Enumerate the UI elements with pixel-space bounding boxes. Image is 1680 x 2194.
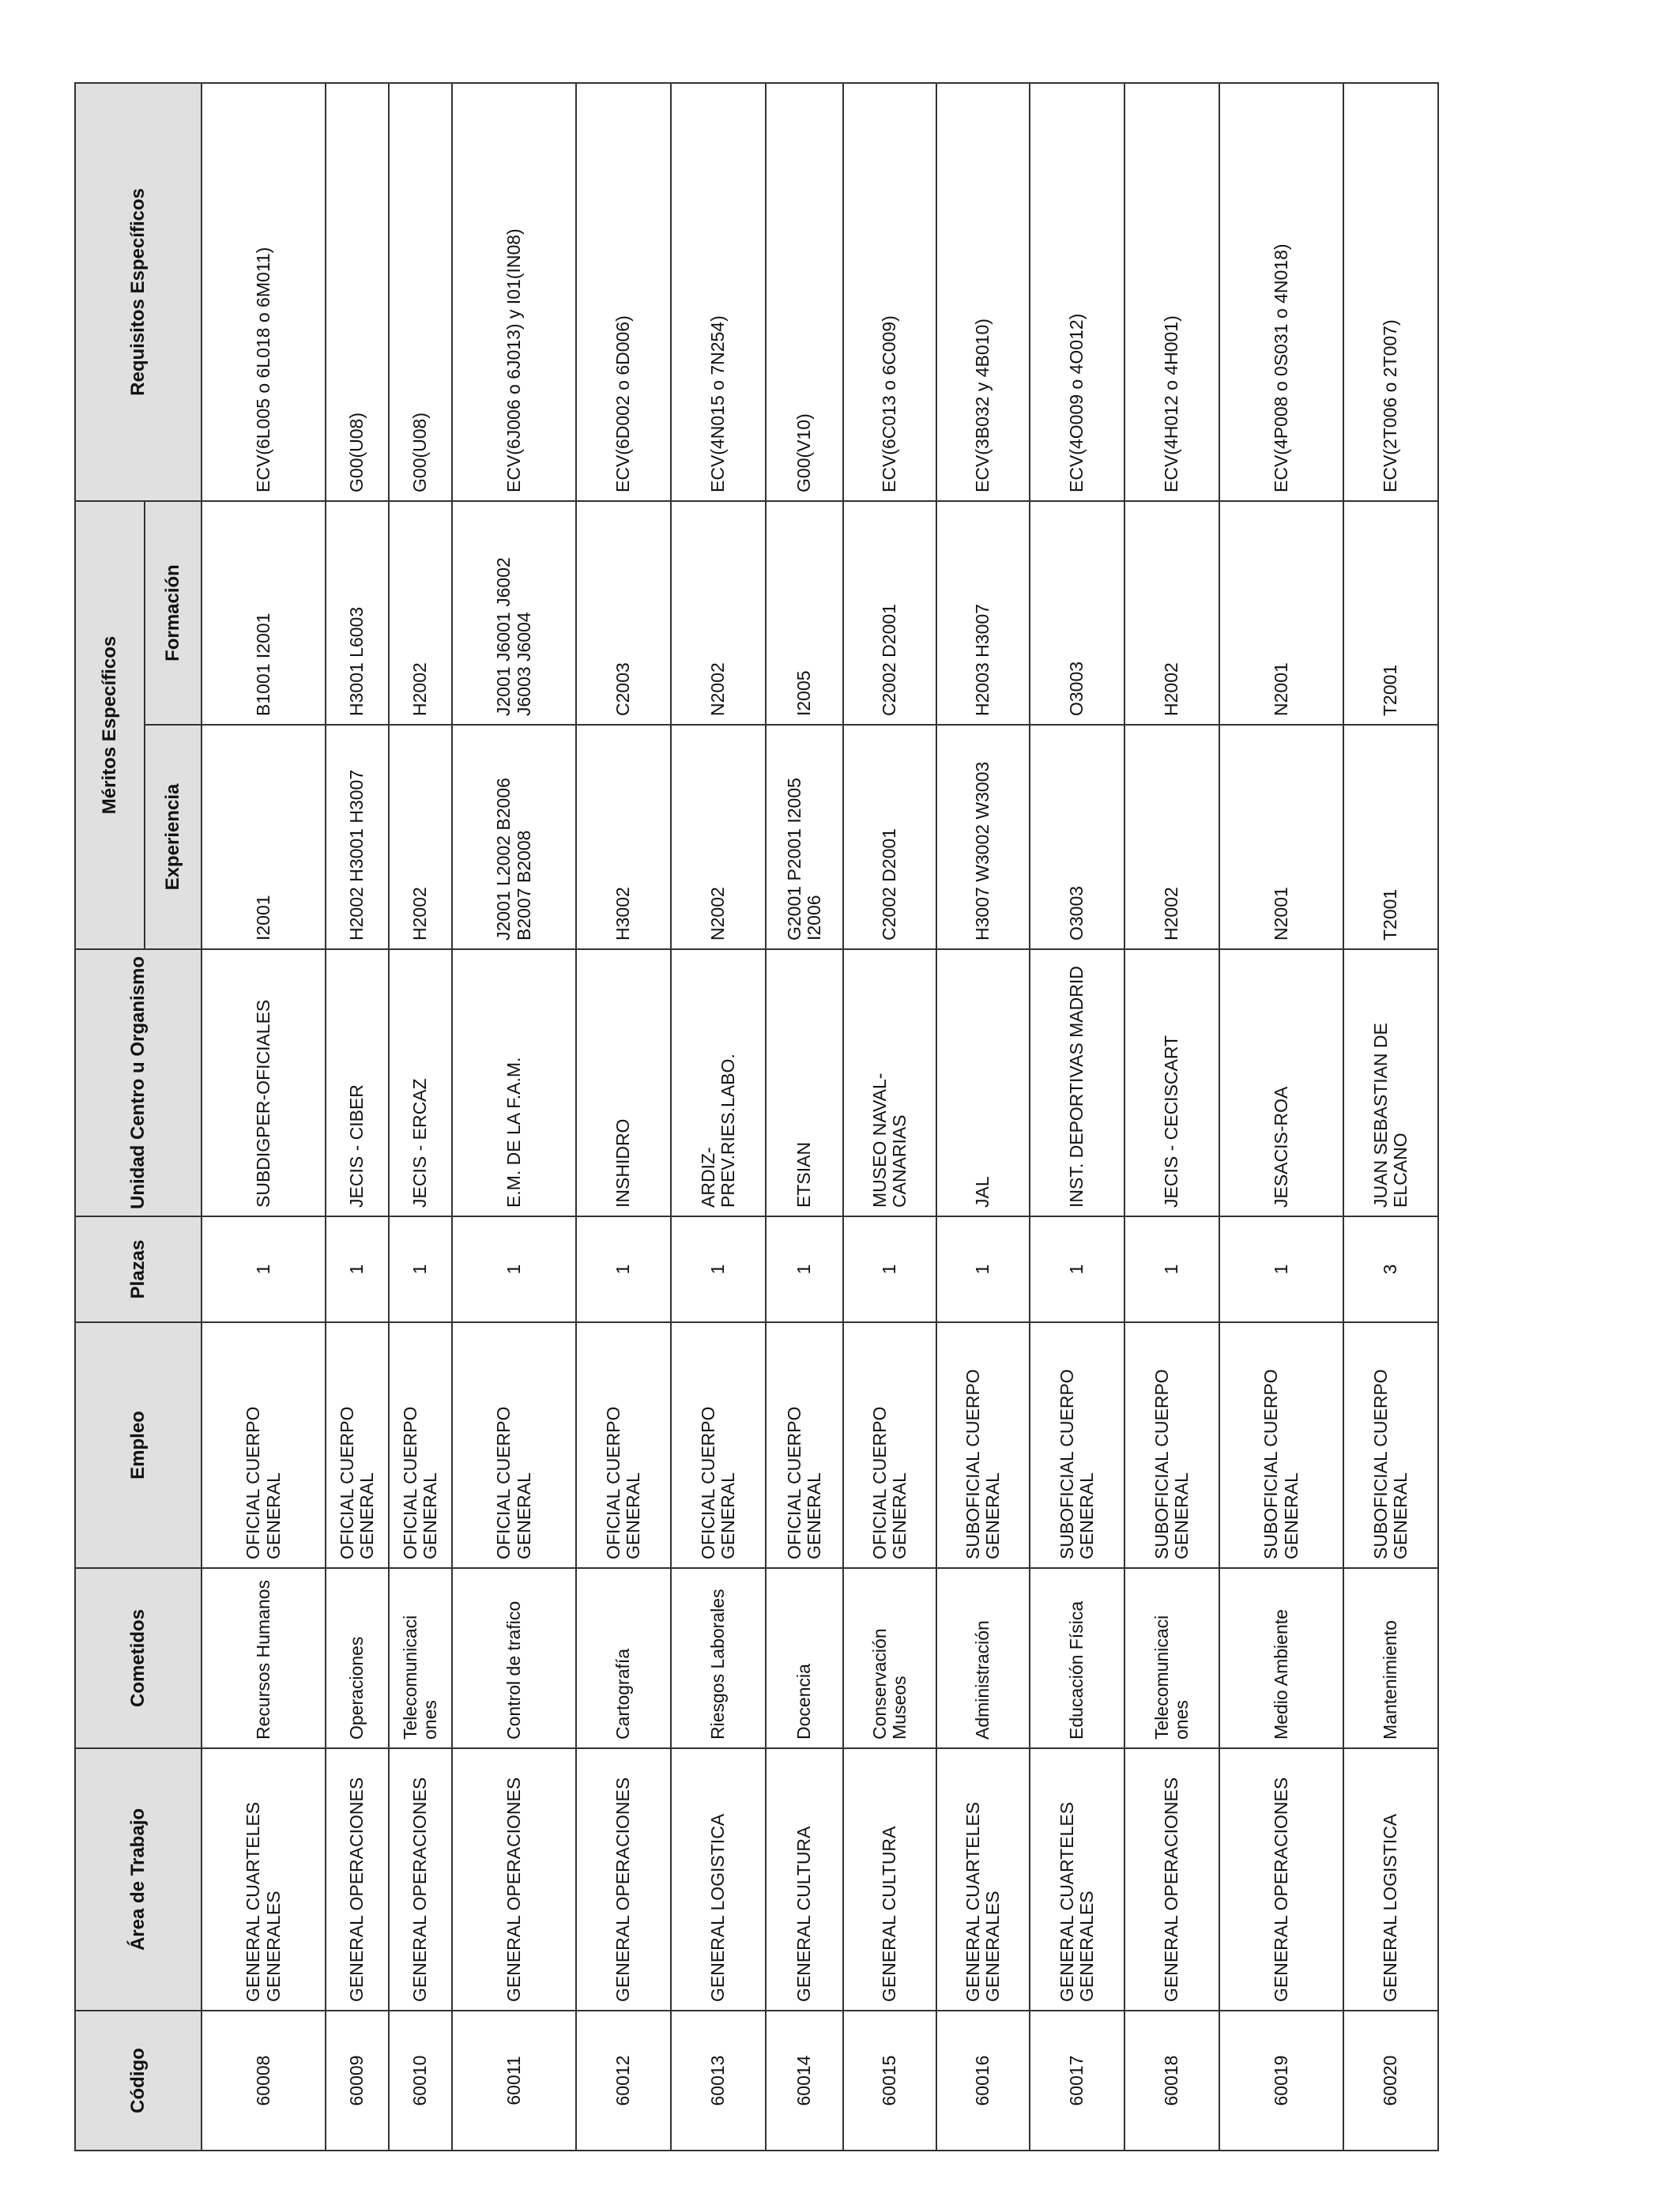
cell-cometidos: Administración xyxy=(936,1568,1030,1748)
cell-cometidos: Educación Física xyxy=(1030,1568,1124,1748)
cell-codigo: 60010 xyxy=(389,2011,452,2151)
cell-requisitos: ECV(6D002 o 6D006) xyxy=(576,83,671,501)
cell-codigo: 60020 xyxy=(1343,2011,1438,2151)
cell-formacion: J2001 J6001 J6002 J6003 J6004 xyxy=(452,501,576,725)
cell-codigo: 60017 xyxy=(1030,2011,1124,2151)
cell-empleo: SUBOFICIAL CUERPO GENERAL xyxy=(1030,1322,1124,1568)
cell-requisitos: ECV(3B032 y 4B010) xyxy=(936,83,1030,501)
cell-codigo: 60009 xyxy=(326,2011,389,2151)
cell-requisitos: ECV(6L005 o 6L018 o 6M011) xyxy=(202,83,326,501)
cell-codigo: 60018 xyxy=(1124,2011,1219,2151)
table-row xyxy=(452,83,576,2151)
table-row xyxy=(936,83,1030,2151)
cell-formacion: H3001 L6003 xyxy=(326,501,389,725)
cell-plazas: 1 xyxy=(576,1216,671,1322)
cell-area: GENERAL OPERACIONES xyxy=(326,1748,389,2011)
table-row xyxy=(1030,83,1124,2151)
cell-unidad: JUAN SEBASTIAN DE ELCANO xyxy=(1343,949,1438,1216)
cell-formacion: C2002 D2001 xyxy=(843,501,936,725)
cell-unidad: JECIS - ERCAZ xyxy=(389,949,452,1216)
cell-requisitos: ECV(6J006 o 6J013) y I01(IN08) xyxy=(452,83,576,501)
cell-plazas: 1 xyxy=(1219,1216,1343,1322)
cell-requisitos: G00(V10) xyxy=(766,83,843,501)
table-row xyxy=(389,83,452,2151)
cell-unidad: MUSEO NAVAL- CANARIAS xyxy=(843,949,936,1216)
cell-area: GENERAL LOGISTICA xyxy=(671,1748,766,2011)
cell-area: GENERAL LOGISTICA xyxy=(1343,1748,1438,2011)
table-row xyxy=(671,83,766,2151)
cell-empleo: OFICIAL CUERPO GENERAL xyxy=(326,1322,389,1568)
cell-empleo: SUBOFICIAL CUERPO GENERAL xyxy=(936,1322,1030,1568)
cell-plazas: 1 xyxy=(1124,1216,1219,1322)
header-empleo: Empleo xyxy=(75,1322,202,1568)
table-row xyxy=(326,83,389,2151)
rotated-page xyxy=(74,84,1427,2151)
cell-unidad: JESACIS-ROA xyxy=(1219,949,1343,1216)
header-meritos: Méritos Específicos xyxy=(75,501,145,949)
cell-unidad: JECIS - CIBER xyxy=(326,949,389,1216)
cell-experiencia: H2002 H3001 H3007 xyxy=(326,725,389,949)
cell-empleo: OFICIAL CUERPO GENERAL xyxy=(766,1322,843,1568)
cell-area: GENERAL OPERACIONES xyxy=(576,1748,671,2011)
cell-formacion: N2001 xyxy=(1219,501,1343,725)
cell-plazas: 1 xyxy=(389,1216,452,1322)
cell-formacion: N2002 xyxy=(671,501,766,725)
cell-unidad: JECIS - CECISCART xyxy=(1124,949,1219,1216)
cell-unidad: ETSIAN xyxy=(766,949,843,1216)
cell-empleo: OFICIAL CUERPO GENERAL xyxy=(576,1322,671,1568)
cell-experiencia: I2001 xyxy=(202,725,326,949)
header-plazas: Plazas xyxy=(75,1216,202,1322)
cell-plazas: 1 xyxy=(326,1216,389,1322)
cell-codigo: 60019 xyxy=(1219,2011,1343,2151)
cell-plazas: 3 xyxy=(1343,1216,1438,1322)
cell-experiencia: C2002 D2001 xyxy=(843,725,936,949)
vacancies-table xyxy=(74,82,1439,2151)
table-row xyxy=(1343,83,1438,2151)
table-row xyxy=(766,83,843,2151)
cell-codigo: 60013 xyxy=(671,2011,766,2151)
cell-area: GENERAL CULTURA xyxy=(766,1748,843,2011)
table-row xyxy=(202,83,326,2151)
cell-formacion: C2003 xyxy=(576,501,671,725)
cell-cometidos: Telecomunicaci ones xyxy=(389,1568,452,1748)
cell-codigo: 60011 xyxy=(452,2011,576,2151)
cell-cometidos: Control de trafico xyxy=(452,1568,576,1748)
cell-empleo: SUBOFICIAL CUERPO GENERAL xyxy=(1219,1322,1343,1568)
cell-cometidos: Telecomunicaci ones xyxy=(1124,1568,1219,1748)
cell-experiencia: O3003 xyxy=(1030,725,1124,949)
cell-cometidos: Riesgos Laborales xyxy=(671,1568,766,1748)
cell-empleo: OFICIAL CUERPO GENERAL xyxy=(389,1322,452,1568)
cell-requisitos: ECV(2T006 o 2T007) xyxy=(1343,83,1438,501)
cell-area: GENERAL OPERACIONES xyxy=(452,1748,576,2011)
cell-requisitos: ECV(6C013 o 6C009) xyxy=(843,83,936,501)
cell-area: GENERAL CUARTELES GENERALES xyxy=(1030,1748,1124,2011)
cell-experiencia: H3002 xyxy=(576,725,671,949)
cell-unidad: ARDIZ- PREV.RIES.LABO. xyxy=(671,949,766,1216)
cell-unidad: INST. DEPORTIVAS MADRID xyxy=(1030,949,1124,1216)
cell-codigo: 60008 xyxy=(202,2011,326,2151)
cell-empleo: SUBOFICIAL CUERPO GENERAL xyxy=(1343,1322,1438,1568)
header-unidad: Unidad Centro u Organismo xyxy=(75,949,202,1216)
header-formacion: Formación xyxy=(145,501,202,725)
cell-formacion: H2002 xyxy=(1124,501,1219,725)
cell-formacion: H2003 H3007 xyxy=(936,501,1030,725)
cell-cometidos: Recursos Humanos xyxy=(202,1568,326,1748)
cell-requisitos: ECV(4P008 o 0S031 o 4N018) xyxy=(1219,83,1343,501)
cell-empleo: OFICIAL CUERPO GENERAL xyxy=(671,1322,766,1568)
cell-area: GENERAL OPERACIONES xyxy=(389,1748,452,2011)
cell-cometidos: Conservación Museos xyxy=(843,1568,936,1748)
header-area: Área de Trabajo xyxy=(75,1748,202,2011)
cell-plazas: 1 xyxy=(452,1216,576,1322)
cell-area: GENERAL CUARTELES GENERALES xyxy=(936,1748,1030,2011)
cell-formacion: H2002 xyxy=(389,501,452,725)
header-cometidos: Cometidos xyxy=(75,1568,202,1748)
cell-experiencia: H2002 xyxy=(389,725,452,949)
cell-plazas: 1 xyxy=(1030,1216,1124,1322)
cell-experiencia: H2002 xyxy=(1124,725,1219,949)
cell-cometidos: Medio Ambiente xyxy=(1219,1568,1343,1748)
cell-requisitos: ECV(4N015 o 7N254) xyxy=(671,83,766,501)
cell-codigo: 60014 xyxy=(766,2011,843,2151)
cell-cometidos: Mantenimiento xyxy=(1343,1568,1438,1748)
cell-empleo: SUBOFICIAL CUERPO GENERAL xyxy=(1124,1322,1219,1568)
cell-codigo: 60016 xyxy=(936,2011,1030,2151)
cell-requisitos: ECV(4O009 o 4O012) xyxy=(1030,83,1124,501)
cell-cometidos: Docencia xyxy=(766,1568,843,1748)
header-codigo: Código xyxy=(75,2011,202,2151)
cell-requisitos: G00(U08) xyxy=(389,83,452,501)
table-row xyxy=(843,83,936,2151)
cell-empleo: OFICIAL CUERPO GENERAL xyxy=(202,1322,326,1568)
cell-area: GENERAL CUARTELES GENERALES xyxy=(202,1748,326,2011)
cell-unidad: INSHIDRO xyxy=(576,949,671,1216)
table-row xyxy=(1219,83,1343,2151)
table-row xyxy=(576,83,671,2151)
cell-requisitos: G00(U08) xyxy=(326,83,389,501)
cell-plazas: 1 xyxy=(936,1216,1030,1322)
cell-experiencia: G2001 P2001 I2005 I2006 xyxy=(766,725,843,949)
cell-area: GENERAL OPERACIONES xyxy=(1219,1748,1343,2011)
cell-empleo: OFICIAL CUERPO GENERAL xyxy=(452,1322,576,1568)
table-row xyxy=(1124,83,1219,2151)
cell-formacion: B1001 I2001 xyxy=(202,501,326,725)
cell-cometidos: Cartografía xyxy=(576,1568,671,1748)
cell-unidad: SUBDIGPER-OFICIALES xyxy=(202,949,326,1216)
cell-plazas: 1 xyxy=(671,1216,766,1322)
cell-plazas: 1 xyxy=(202,1216,326,1322)
cell-plazas: 1 xyxy=(766,1216,843,1322)
cell-requisitos: ECV(4H012 o 4H001) xyxy=(1124,83,1219,501)
cell-experiencia: N2002 xyxy=(671,725,766,949)
cell-empleo: OFICIAL CUERPO GENERAL xyxy=(843,1322,936,1568)
header-requisitos: Requisitos Específicos xyxy=(75,83,202,501)
header-experiencia: Experiencia xyxy=(145,725,202,949)
cell-formacion: T2001 xyxy=(1343,501,1438,725)
cell-experiencia: J2001 L2002 B2006 B2007 B2008 xyxy=(452,725,576,949)
cell-unidad: E.M. DE LA F.A.M. xyxy=(452,949,576,1216)
cell-experiencia: H3007 W3002 W3003 xyxy=(936,725,1030,949)
cell-experiencia: T2001 xyxy=(1343,725,1438,949)
cell-area: GENERAL OPERACIONES xyxy=(1124,1748,1219,2011)
table-body xyxy=(202,83,1438,2151)
cell-codigo: 60012 xyxy=(576,2011,671,2151)
cell-unidad: JAL xyxy=(936,949,1030,1216)
cell-codigo: 60015 xyxy=(843,2011,936,2151)
cell-plazas: 1 xyxy=(843,1216,936,1322)
cell-formacion: O3003 xyxy=(1030,501,1124,725)
cell-formacion: I2005 xyxy=(766,501,843,725)
cell-cometidos: Operaciones xyxy=(326,1568,389,1748)
cell-experiencia: N2001 xyxy=(1219,725,1343,949)
cell-area: GENERAL CULTURA xyxy=(843,1748,936,2011)
